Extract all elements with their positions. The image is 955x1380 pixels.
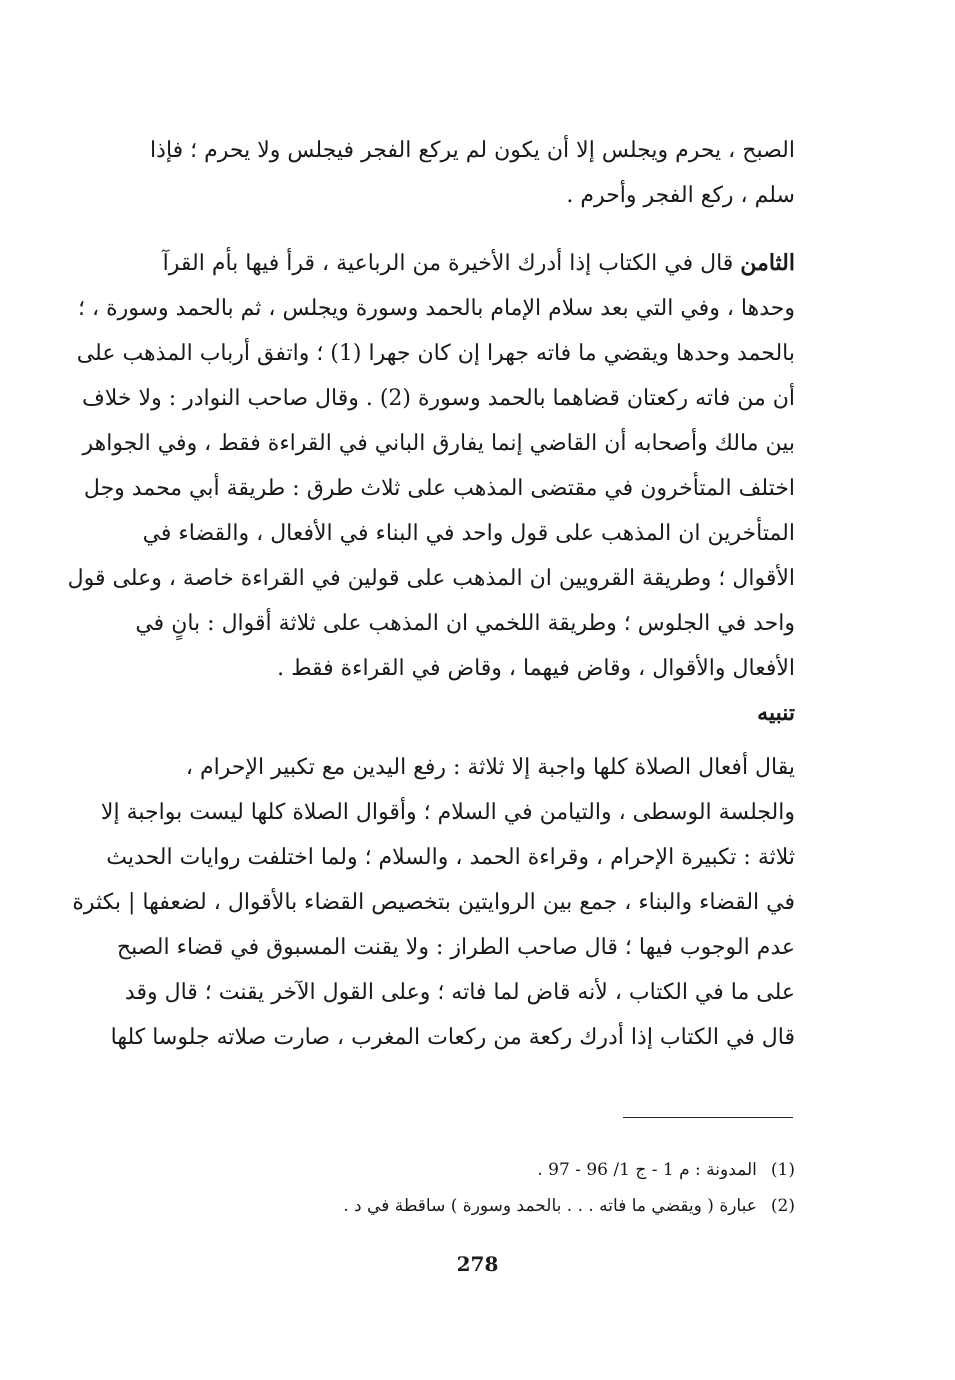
- text-line: سلم ، ركع الفجر وأحرم .: [566, 183, 795, 208]
- footnote-text: عبارة ( ويقضي ما فاته . . . بالحمد وسورة ) ساقطة في د .: [343, 1196, 757, 1216]
- text-line: يقال أفعال الصلاة كلها واجبة إلا ثلاثة : رفع اليدين مع تكبير الإحرام ،: [185, 755, 795, 780]
- text-line: أن من فاته ركعتان قضاهما بالحمد وسورة (2) . وقال صاحب النوادر : ولا خلاف: [82, 386, 795, 411]
- text-line: واحد في الجلوس ؛ وطريقة اللخمي ان المذهب على ثلاثة أقوال : بانٍ في: [135, 611, 795, 636]
- text-line: قال في الكتاب إذا أدرك ركعة من ركعات المغرب ، صارت صلاته جلوسا كلها: [110, 1025, 795, 1050]
- paragraph-1: [110, 128, 795, 218]
- text-line: قال في الكتاب إذا أدرك الأخيرة من الرباعية ، قرأ فيها بأم القرآ: [162, 251, 734, 276]
- text-line: الأقوال ؛ وطريقة القرويين ان المذهب على قولين في القراءة خاصة ، وعلى قول: [67, 566, 795, 591]
- footnotes: [110, 1152, 795, 1224]
- footnote-text: المدونة : م 1 - ج 1/ 96 - 97 .: [537, 1160, 757, 1180]
- page-number: 278: [456, 1252, 499, 1276]
- text-line: عدم الوجوب فيها ؛ قال صاحب الطراز : ولا يقنت المسبوق في قضاء الصبح: [116, 935, 795, 960]
- text-line: والجلسة الوسطى ، والتيامن في السلام ؛ وأقوال الصلاة كلها ليست بواجبة إلا: [100, 800, 795, 825]
- footnote-number: (1): [770, 1160, 795, 1180]
- text-line: وحدها ، وفي التي بعد سلام الإمام بالحمد وسورة ويجلس ، ثم بالحمد وسورة ، ؛: [78, 296, 795, 321]
- footnote: [110, 1152, 795, 1188]
- section-heading: تنبيه: [757, 700, 795, 726]
- text-line: اختلف المتأخرون في مقتضى المذهب على ثلاث طرق : طريقة أبي محمد وجل: [83, 476, 795, 501]
- text-line: بالحمد وحدها ويقضي ما فاته جهرا إن كان جهرا (1) ؛ واتفق أرباب المذهب على: [76, 341, 795, 366]
- paragraph-3: [72, 745, 795, 1060]
- footnote: [110, 1188, 795, 1224]
- paragraph-2: [67, 241, 795, 691]
- text-line: على ما في الكتاب ، لأنه قاض لما فاته ؛ وعلى القول الآخر يقنت ؛ قال وقد: [124, 980, 795, 1005]
- text-line-with-lead: [110, 241, 795, 286]
- text-line: ثلاثة : تكبيرة الإحرام ، وقراءة الحمد ، والسلام ؛ ولما اختلفت روايات الحديث: [106, 845, 795, 870]
- text-line: في القضاء والبناء ، جمع بين الروايتين بتخصيص القضاء بالأقوال ، لضعفها | بكثرة: [72, 890, 795, 915]
- text-line: المتأخرين ان المذهب على قول واحد في البناء في الأفعال ، والقضاء في: [142, 521, 795, 546]
- footnote-divider: [623, 1117, 793, 1118]
- text-line: الأفعال والأقوال ، وقاض فيهما ، وقاض في القراءة فقط .: [277, 656, 795, 681]
- paragraph-lead: الثامن: [740, 250, 795, 276]
- footnote-number: (2): [770, 1196, 795, 1216]
- text-line: الصبح ، يحرم ويجلس إلا أن يكون لم يركع الفجر فيجلس ولا يحرم ؛ فإذا: [150, 138, 795, 163]
- text-line: بين مالك وأصحابه أن القاضي إنما يفارق الباني في القراءة فقط ، وفي الجواهر: [82, 431, 795, 456]
